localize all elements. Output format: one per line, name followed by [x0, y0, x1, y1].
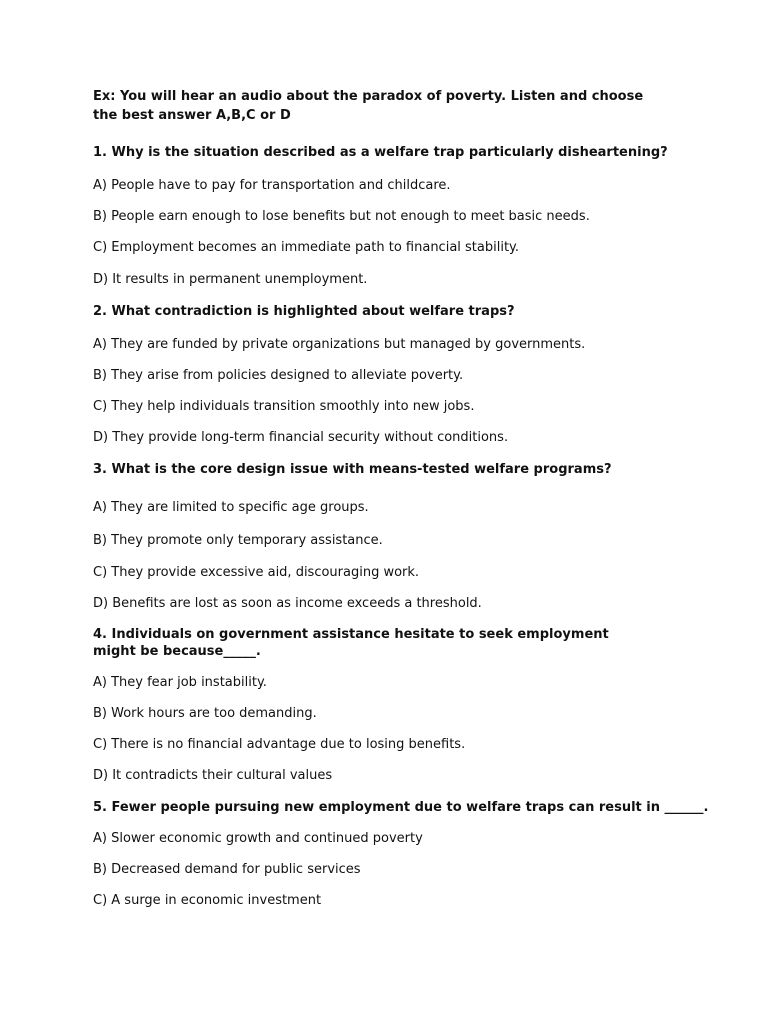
q1-option-b: B) People earn enough to lose benefits but not enough to meet basic needs. — [93, 209, 590, 224]
instructions: Ex: You will hear an audio about the paradox of poverty. Listen and choose the best answer A,B,C or D — [93, 89, 644, 123]
q1-option-d: D) It results in permanent unemployment. — [93, 272, 368, 287]
question-5: 5. Fewer people pursuing new employment due to welfare traps can result in ______. — [93, 800, 709, 815]
q1-option-c: C) Employment becomes an immediate path to financial stability. — [93, 240, 520, 255]
q1-option-a: A) People have to pay for transportation and childcare. — [93, 178, 451, 193]
q3-option-a: A) They are limited to specific age groups. — [93, 500, 369, 515]
q2-option-d: D) They provide long-term financial security without conditions. — [93, 430, 509, 445]
q3-option-c: C) They provide excessive aid, discouraging work. — [93, 565, 420, 580]
q2-option-c: C) They help individuals transition smoothly into new jobs. — [93, 399, 475, 414]
q2-option-a: A) They are funded by private organizations but managed by governments. — [93, 337, 586, 352]
question-2: 2. What contradiction is highlighted about welfare traps? — [93, 304, 515, 319]
question-3: 3. What is the core design issue with means-tested welfare programs? — [93, 462, 612, 477]
q4-option-a: A) They fear job instability. — [93, 675, 267, 690]
question-1: 1. Why is the situation described as a welfare trap particularly disheartening? — [93, 145, 668, 160]
question-4: 4. Individuals on government assistance hesitate to seek employment might be because_____. — [93, 627, 609, 659]
q4-option-b: B) Work hours are too demanding. — [93, 706, 317, 721]
q4-option-c: C) There is no financial advantage due to losing benefits. — [93, 737, 466, 752]
q2-option-b: B) They arise from policies designed to alleviate poverty. — [93, 368, 464, 383]
q5-option-a: A) Slower economic growth and continued poverty — [93, 831, 423, 846]
q5-option-b: B) Decreased demand for public services — [93, 862, 361, 877]
q3-option-b: B) They promote only temporary assistance. — [93, 533, 383, 548]
q4-option-d: D) It contradicts their cultural values — [93, 768, 333, 783]
q3-option-d: D) Benefits are lost as soon as income exceeds a threshold. — [93, 596, 482, 611]
q5-option-c: C) A surge in economic investment — [93, 893, 322, 908]
